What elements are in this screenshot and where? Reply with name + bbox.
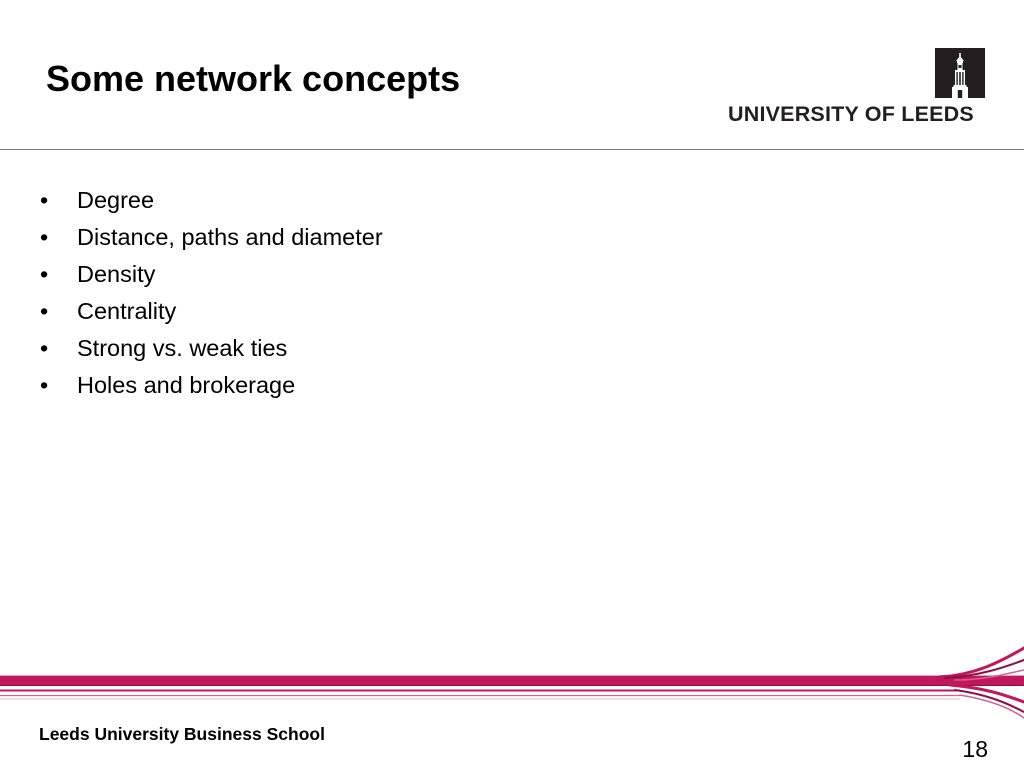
footer-decorative-band: [0, 640, 1024, 720]
bullet-marker: •: [40, 224, 49, 250]
bullet-marker: •: [40, 261, 49, 287]
bullet-marker: •: [40, 372, 49, 398]
bullet-text: Holes and brokerage: [77, 372, 296, 398]
bullet-marker: •: [40, 298, 49, 324]
footer-school-name: Leeds University Business School: [39, 724, 325, 744]
slide-title: Some network concepts: [46, 58, 461, 99]
bullet-text: Strong vs. weak ties: [77, 335, 288, 361]
bullet-text: Density: [77, 261, 156, 287]
logo-wordmark: UNIVERSITY OF LEEDS: [728, 102, 974, 126]
bullet-item-degree: [40, 182, 383, 219]
header-divider: [0, 149, 1024, 150]
bullet-text: Distance, paths and diameter: [77, 224, 383, 250]
clock-tower-icon: [935, 48, 985, 98]
bullet-text: Degree: [77, 187, 155, 213]
bullet-item-ties: [40, 330, 383, 367]
bullet-marker: •: [40, 335, 49, 361]
bullet-marker: •: [40, 187, 49, 213]
bullet-item-distance: [40, 219, 383, 256]
bullet-item-density: [40, 256, 383, 293]
university-logo: [728, 48, 988, 128]
bullet-list: [40, 182, 383, 404]
bullet-item-centrality: [40, 293, 383, 330]
bullet-item-holes: [40, 367, 383, 404]
page-number: 18: [962, 736, 988, 762]
bullet-text: Centrality: [77, 298, 177, 324]
